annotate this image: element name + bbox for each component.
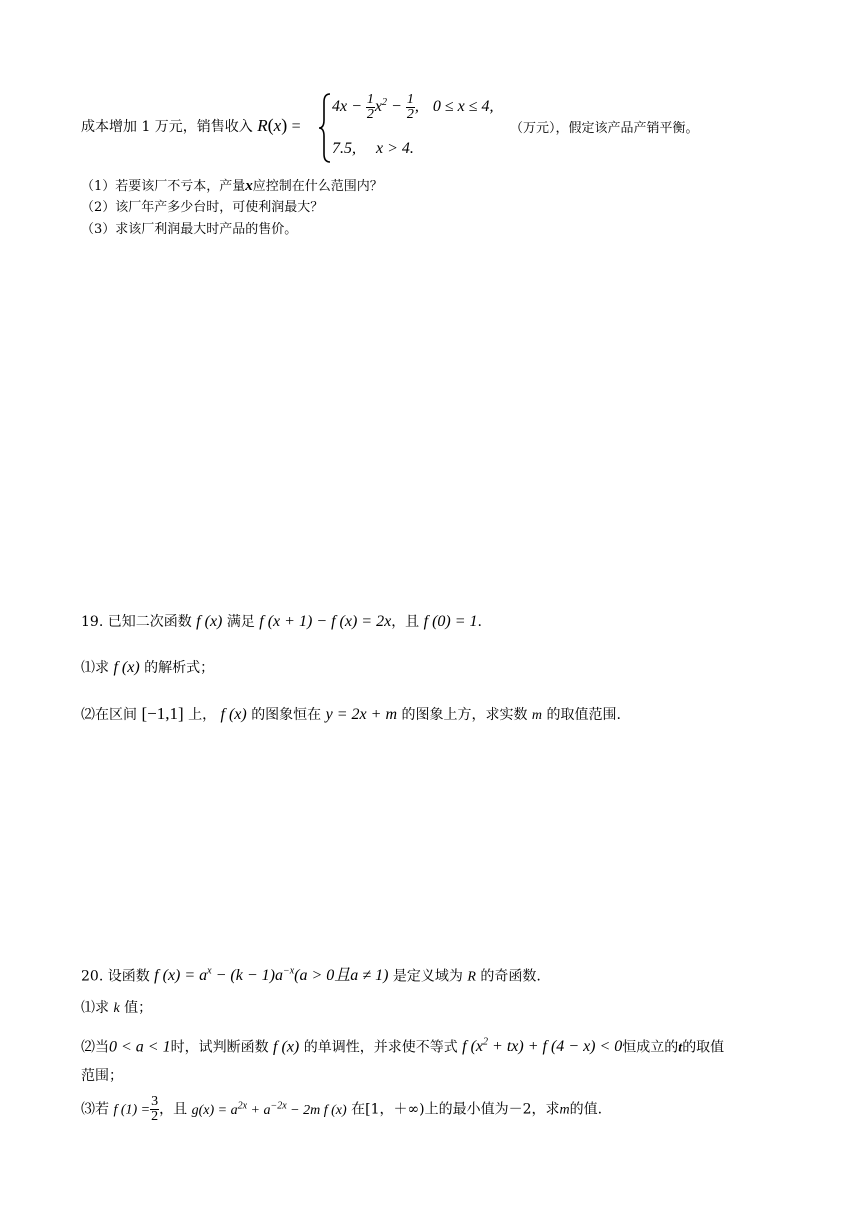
p18-q2: （2）该厂年产多少台时，可使利润最大？	[81, 200, 324, 215]
p18-q1-var: x	[245, 178, 253, 194]
p19-f: f (x)	[196, 613, 223, 630]
p20-m: m	[559, 1102, 570, 1118]
p18-case2-val: 7.5,	[332, 140, 356, 157]
p18-case1-cond: 0 ≤ x ≤ 4,	[432, 98, 494, 116]
p18-R: R	[257, 116, 268, 135]
p19-s2: ⑵在区间 [−1,1] 上， f (x) 的图象恒在 y = 2x + m 的图象上方，求实数 m 的取值范围.	[81, 704, 621, 723]
p18-q3: （3）求该厂利润最大时产品的售价。	[81, 222, 298, 237]
p18-x: x	[273, 116, 282, 135]
p20-f1: f (1) =	[113, 1102, 151, 1118]
p20-s1: ⑴求 k 值；	[81, 1000, 153, 1016]
p18-case2	[332, 140, 414, 158]
p19-cond: f (x + 1) − f (x) = 2x	[259, 613, 392, 630]
p18-case1-b: x	[374, 98, 383, 116]
p18-sq: 2	[382, 96, 388, 108]
p20-s2: ⑵当0 < a < 1时，试判断函数 f (x) 的单调性，并求使不等式 f $(x^2 + tx) + f$ (4 − x) < 0恒成立的t的取值	[81, 1037, 725, 1056]
p20-title: 20. 设函数 f $(x) = a^x - (k - 1)a^{-x}(a > 0$且a ≠ 1) 是定义域为 R 的奇函数.	[81, 966, 541, 985]
p18-case1-a: 4x −	[332, 98, 362, 116]
p20-k: k	[113, 1001, 120, 1016]
p20-ineq: f $(x^2 + tx) + f$ (4 − x) < 0	[462, 1037, 623, 1056]
p20-t: t	[678, 1040, 683, 1056]
p19-s1: ⑴求 f (x) 的解析式；	[81, 659, 215, 676]
p19-s2-f: f (x)	[220, 706, 247, 723]
p20-R: R	[467, 969, 476, 985]
p20-s2-cont: 范围；	[81, 1068, 123, 1084]
p18-case1: 4x − $\frac{1}{2}$ $x^2$ − $\frac{1}{2}$ , 0 ≤ x ≤ 4,	[332, 92, 494, 122]
p18-half-1: $\frac{1}{2}$	[366, 92, 374, 122]
p18-half-2: $\frac{1}{2}$	[406, 92, 414, 122]
p20-range: 0 < a < 1	[109, 1038, 171, 1056]
p19-init: f (0) = 1	[423, 613, 478, 630]
p18-lead: 成本增加 1 万元，销售收入 R(x) =	[81, 115, 301, 135]
p19-line-eq: y = 2x + m	[325, 706, 397, 723]
p20-three-halves: $\frac{3}{2}$	[151, 1094, 159, 1125]
p19-title: 19. 已知二次函数 f (x) 满足 f (x + 1) − f (x) = 2x，且 f (0) = 1.	[81, 613, 482, 630]
p20-g: $g(x) = a^{2x} + a^{-2x} - 2m$ f (x)	[191, 1100, 347, 1118]
p19-interval: [−1,1]	[141, 704, 184, 723]
p20-s3: ⑶若 f (1) = $\frac{3}{2}$ ，且 $g(x) = a^{2x} + a^{-2x} - 2m$ f (x) 在[1，＋∞)上的最小值为－2，求m的值.	[81, 1094, 603, 1125]
p18-q1: （1）若要该厂不亏本，产量x应控制在什么范围内？	[81, 178, 383, 194]
p20-s2-f: f (x)	[273, 1038, 300, 1056]
p18-unit: （万元），假定该产品产销平衡。	[510, 121, 699, 136]
p18-lead-text: 成本增加 1 万元，销售收入	[81, 119, 253, 135]
piecewise-brace	[318, 92, 332, 164]
p18-case1-c: −	[391, 98, 402, 116]
p19-m: m	[531, 708, 543, 723]
p18-eq: =	[291, 118, 301, 135]
p20-func: f $(x) = a^x - (k - 1)a^{-x}(a > 0$且a ≠ 1)	[154, 966, 389, 985]
p19-s1-f: f (x)	[113, 659, 140, 676]
p18-case2-cond: x > 4.	[376, 140, 414, 157]
